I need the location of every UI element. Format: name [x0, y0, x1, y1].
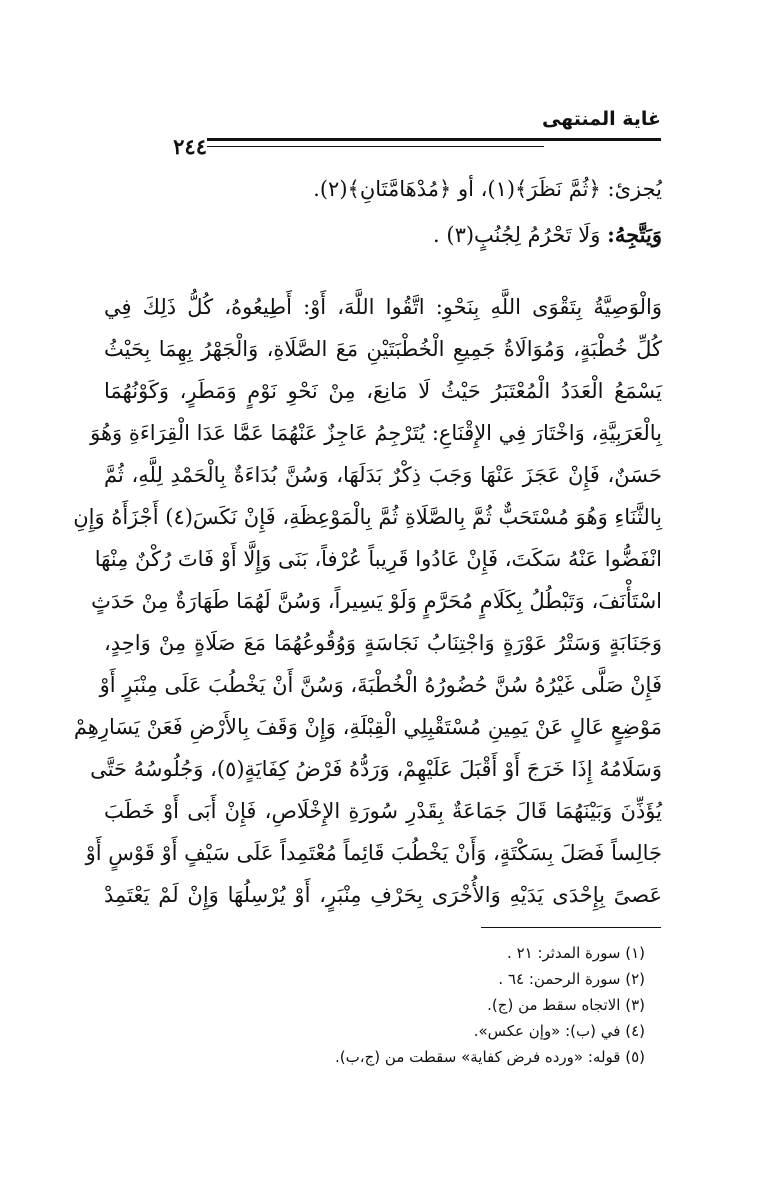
paragraph-line: انْفَضُّوا عَنْهُ سَكَتَ، فَإِنْ عَادُوا قَرِيباً عُرْفاً، بَنَى وَإِلَّا أَوْ فَاتَ رُكْنٌ مِنْهَا	[94, 547, 662, 571]
text-line-2	[104, 214, 662, 260]
footnote-5: (٥) قوله: «ورده فرض كفاية» سقطت من (ج،ب).	[335, 1048, 645, 1066]
footnotes	[105, 940, 645, 1070]
bold-lead-word: وَيَتَّجِهُ:	[607, 222, 662, 247]
paragraph-line: وَجَنَابَةٍ وَسَتْرُ عَوْرَةٍ وَاجْتِنَابُ نَجَاسَةٍ وَوُقُوعُهُمَا مَعَ صَلَاةٍ مِنْ وَاحِدٍ،	[104, 631, 662, 655]
paragraph-line: عَصىً بِإِحْدَى يَدَيْهِ وَالأُخْرَى بِحَرْفِ مِنْبَرٍ، أَوْ يُرْسِلُهَا وَإِنْ لَمْ يَعْتَمِدْ	[104, 883, 662, 907]
footnote-2: (٢) سورة الرحمن: ٦٤ .	[498, 970, 645, 988]
footnote-4: (٤) في (ب): «وإن عكس».	[473, 1022, 645, 1040]
paragraph-line: حَسَنٌ، فَإِنْ عَجَزَ عَنْهَا وَجَبَ ذِكْرٌ بَدَلَهَا، وَسُنَّ بُدَاءَةٌ بِالْحَمْدِ لِلَّهِ، ثُمَّ	[104, 463, 662, 487]
line-2-rest: وَلَا تَحْرُمُ لِجُنُبٍ(٣) .	[433, 223, 608, 247]
paragraph-line: مَوْضِعٍ عَالٍ عَنْ يَمِينِ مُسْتَقْبِلِي الْقِبْلَةِ، وَإِنْ وَقَفَ بِالأَرْضِ فَعَنْ يَسَارِهِمْ	[73, 715, 662, 739]
running-title: غاية المنتهى	[541, 108, 661, 130]
text-line-1: يُجزئ: ﴿ثُمَّ نَظَرَ﴾(١)، أو ﴿مُدْهَامَّتَانِ﴾(٢).	[313, 177, 662, 201]
paragraph-line: وَالْوَصِيَّةُ بِتَقْوَى اللَّهِ بِنَحْوِ: اتَّقُوا اللَّهَ، أَوْ: أَطِيعُوهُ، كُلُّ ذَلِكَ فِي	[104, 295, 662, 319]
footnote-divider	[481, 927, 661, 928]
paragraph-line: بِالْعَرَبِيَّةِ، وَاخْتَارَ فِي الإِقْنَاعِ: يُتَرْجِمُ عَاجِزٌ عَنْهُمَا عَمَّا عَدَا الْقِرَاءَةِ وَهُوَ	[90, 421, 662, 445]
page-number: ٢٤٤	[99, 134, 207, 159]
footnote-1: (١) سورة المدثر: ٢١ .	[507, 944, 645, 962]
paragraph-line: جَالِساً فَصَلَ بِسَكْتَةٍ، وَأَنْ يَخْطُبَ قَائِماً مُعْتَمِداً عَلَى سَيْفٍ أَوْ قَوْسٍ أَوْ	[85, 841, 662, 865]
paragraph-line: يُؤَذِّنَ وَبَيْنَهُمَا قَالَ جَمَاعَةٌ بِقَدْرِ سُورَةِ الإِخْلَاصِ، فَإِنْ أَبَى أَوْ خَطَبَ	[104, 799, 662, 823]
paragraph-gap	[104, 260, 662, 286]
paragraph-line: وَسَلَامُهُ إِذَا خَرَجَ أَوْ أَقْبَلَ عَلَيْهِمْ، وَرَدُّهُ فَرْضُ كِفَايَةٍ(٥)، وَجُلُوسُهُ حَتَّى	[90, 757, 662, 781]
paragraph-line: يَسْمَعُ الْعَدَدُ الْمُعْتَبَرُ حَيْثُ لَا مَانِعَ، مِنْ نَحْوِ نَوْمٍ وَمَطَرٍ، وَكَوْنُهُمَا	[104, 379, 662, 403]
paragraph-line: فَإِنْ صَلَّى غَيْرُهُ سُنَّ حُضُورُهُ الْخُطْبَةَ، وَسُنَّ أَنْ يَخْطُبَ عَلَى مِنْبَرٍ أَوْ	[99, 673, 662, 697]
paragraph-line: اسْتَأْنَفَ، وَتَبْطُلُ بِكَلَامٍ مُحَرَّمٍ وَلَوْ يَسِيراً، وَسُنَّ لَهُمَا طَهَارَةٌ مِنْ حَدَثٍ	[91, 589, 662, 613]
paragraph-line: كُلِّ خُطْبَةٍ، وَمُوَالَاةُ جَمِيعِ الْخُطْبَتَيْنِ مَعَ الصَّلَاةِ، وَالْجَهْرُ بِهِمَا بِحَيْثُ	[104, 337, 662, 361]
main-text	[73, 168, 662, 916]
paragraph-line: بِالثَّنَاءِ وَهُوَ مُسْتَحَبٌّ ثُمَّ بِالصَّلَاةِ ثُمَّ بِالْمَوْعِظَةِ، فَإِنْ نَكَسَ(٤) أَجْزَأَهُ وَإِنِ	[73, 505, 662, 529]
footnote-3: (٣) الاتجاه سقط من (ج).	[487, 996, 645, 1014]
